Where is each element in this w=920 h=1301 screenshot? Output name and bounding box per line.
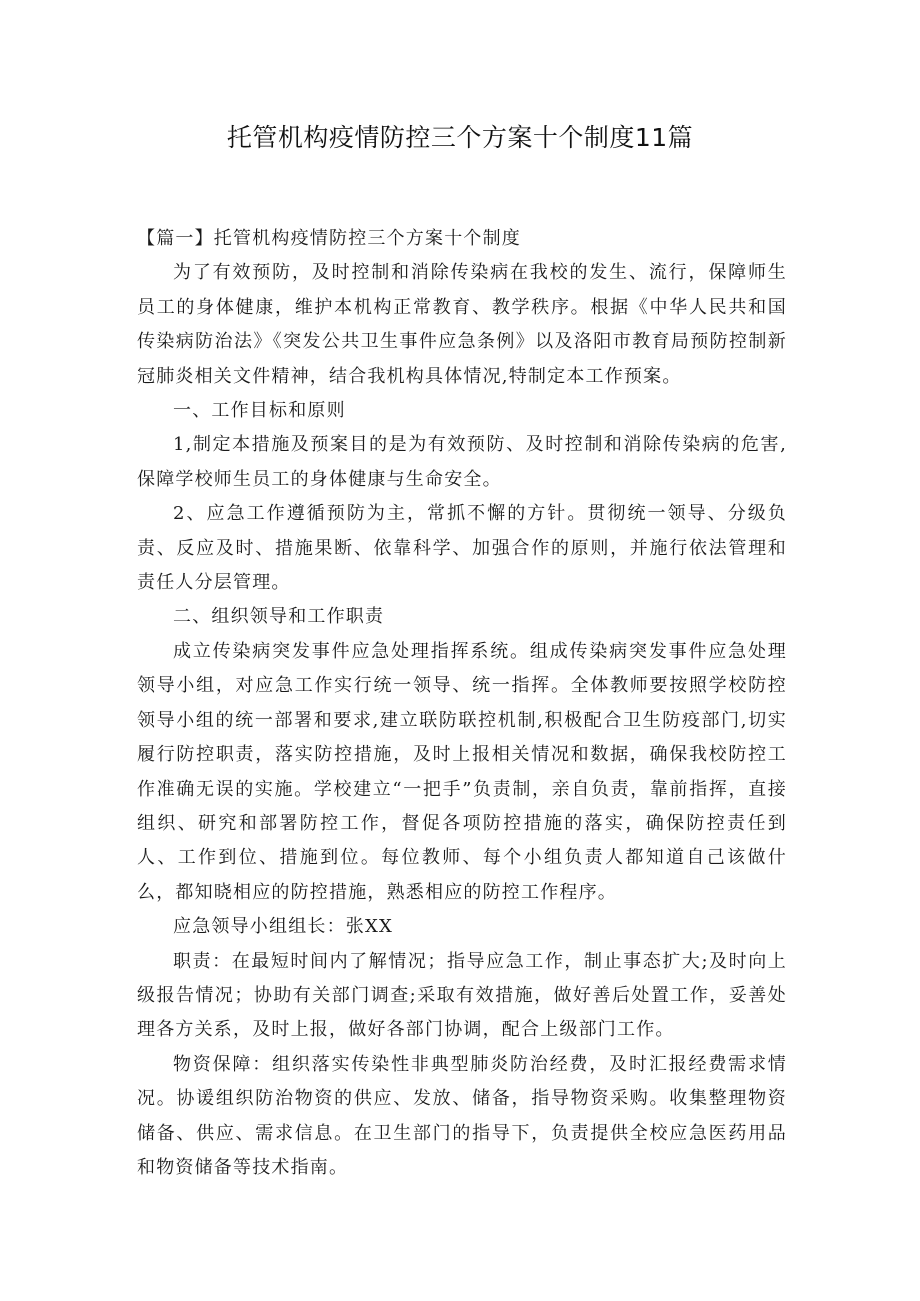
paragraph-supplies: 物资保障：组织落实传染性非典型肺炎防治经费，及时汇报经费需求情况。协谖组织防治物资的供应、发放、储备，指导物资采购。收集整理物资储备、供应、需求信息。在卫生部门的指导下，负责提供全校应急医药用品和物资储备等技术指南。: [137, 1053, 787, 1178]
paragraph-organization: 成立传染病突发事件应急处理指挥系统。组成传染病突发事件应急处理领导小组，对应急工作实行统一领导、统一指挥。全体教师要按照学校防控领导小组的统一部署和要求,建立联防联控机制,积极配合卫生防疫部门,切实履行防控职责，落实防控措施，及时上报相关情况和数据，确保我校防控工作准确无误的实施。学校建立“一把手”负责制，亲自负责，靠前指挥，直接组织、研究和部署防控工作，督促各项防控措施的落实，确保防控责任到人、工作到位、措施到位。每位教师、每个小组负责人都知道自己该做什么，都知晓相应的防控措施，熟悉相应的防控工作程序。: [137, 640, 787, 903]
heading-goals: 一、工作目标和原则: [173, 400, 346, 422]
document-title: 托管机构疫情防控三个方案十个制度11篇: [226, 123, 694, 152]
paragraph-duties: 职责：在最短时间内了解情况；指导应急工作，制止事态扩大;及时向上级报告情况；协助有关部门调查;采取有效措施，做好善后处置工作，妥善处理各方关系，及时上报，做好各部门协调，配合上级部门工作。: [137, 950, 787, 1041]
document-body: [137, 222, 787, 1185]
paragraph-goal-1: 1,制定本措施及预案目的是为有效预防、及时控制和消除传染病的危害,保障学校师生员工的身体健康与生命安全。: [137, 434, 787, 490]
paragraph-intro: 为了有效预防，及时控制和消除传染病在我校的发生、流行，保障师生员工的身体健康，维护本机构正常教育、教学秩序。根据《中华人民共和国传染病防治法》《突发公共卫生事件应急条例》以及洛阳市教育局预防控制新冠肺炎相关文件精神，结合我机构具体情况,特制定本工作预案。: [137, 262, 787, 387]
heading-organization: 二、组织领导和工作职责: [173, 606, 385, 628]
paragraph-goal-2: 2、应急工作遵循预防为主，常抓不懈的方针。贯彻统一领导、分级负责、反应及时、措施果断、依靠科学、加强合作的原则，并施行依法管理和责任人分层管理。: [137, 503, 787, 594]
section-label: 【篇一】托管机构疫情防控三个方案十个制度: [137, 228, 521, 249]
paragraph-leader: 应急领导小组组长：张XX: [173, 916, 394, 938]
